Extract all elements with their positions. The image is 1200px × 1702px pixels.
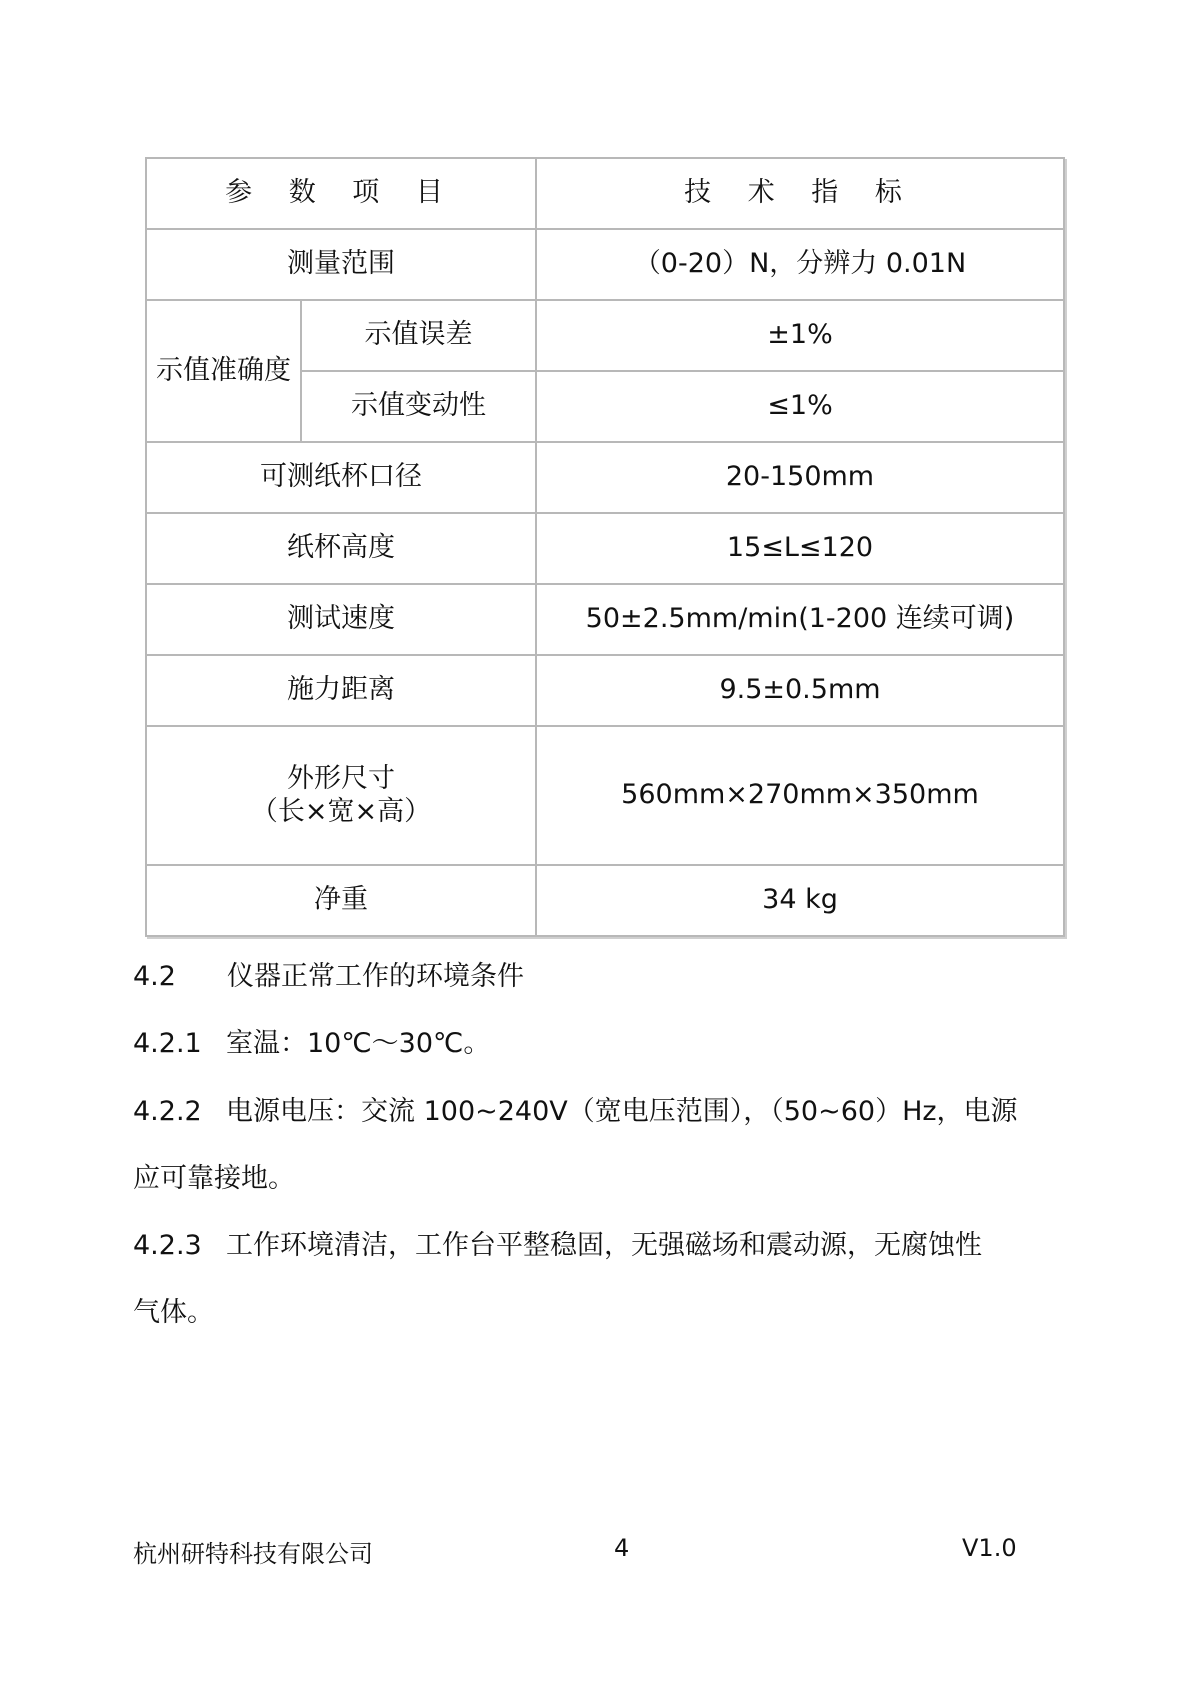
weight-value: 34 kg: [536, 865, 1064, 936]
section-heading: [133, 943, 1073, 1010]
diameter-value: 20-150mm: [536, 442, 1064, 513]
height-label: 纸杯高度: [146, 513, 536, 584]
item-text: 电源电压：交流 100~240V（宽电压范围），（50~60）Hz，电源: [226, 1096, 1018, 1127]
item-4-2-3: [133, 1212, 1073, 1346]
speed-label: 测试速度: [146, 584, 536, 655]
table-row: [146, 229, 1064, 300]
item-text-continued: 应可靠接地。: [133, 1163, 295, 1194]
item-number: 4.2.1: [133, 1028, 202, 1059]
table-header-row: [146, 158, 1064, 229]
table-row: [146, 300, 1064, 371]
item-number: 4.2.3: [133, 1230, 202, 1261]
dimensions-value: 560mm×270mm×350mm: [536, 726, 1064, 865]
header-param: 参 数 项 目: [146, 158, 536, 229]
range-label: 测量范围: [146, 229, 536, 300]
section-number: 4.2: [133, 961, 176, 992]
spec-table: [145, 157, 1065, 937]
diameter-label: 可测纸杯口径: [146, 442, 536, 513]
item-text-continued: 气体。: [133, 1297, 214, 1328]
accuracy-group-label: 示值准确度: [146, 300, 301, 442]
footer-version: V1.0: [962, 1534, 1017, 1562]
dimensions-label-line1: 外形尺寸: [287, 763, 395, 795]
table-row: [146, 442, 1064, 513]
dimensions-label-line2: （长×宽×高）: [250, 795, 432, 827]
table-row: [146, 726, 1064, 865]
item-4-2-2: [133, 1078, 1073, 1212]
dimensions-label: [146, 726, 536, 865]
variation-value: ≤1%: [536, 371, 1064, 442]
range-value: （0-20）N，分辨力 0.01N: [536, 229, 1064, 300]
distance-label: 施力距离: [146, 655, 536, 726]
weight-label: 净重: [146, 865, 536, 936]
item-text: 室温：10℃～30℃。: [226, 1028, 491, 1059]
error-label: 示值误差: [301, 300, 536, 371]
error-value: ±1%: [536, 300, 1064, 371]
distance-value: 9.5±0.5mm: [536, 655, 1064, 726]
footer-company: 杭州研特科技有限公司: [133, 1540, 373, 1568]
table-row: [146, 655, 1064, 726]
table-row: [146, 513, 1064, 584]
item-text: 工作环境清洁，工作台平整稳固，无强磁场和震动源，无腐蚀性: [226, 1230, 982, 1261]
table-row: [146, 584, 1064, 655]
item-4-2-1: [133, 1010, 1073, 1077]
table-row: [146, 865, 1064, 936]
variation-label: 示值变动性: [301, 371, 536, 442]
section-title: 仪器正常工作的环境条件: [227, 961, 524, 992]
item-number: 4.2.2: [133, 1096, 202, 1127]
footer-page-number: 4: [614, 1534, 630, 1562]
speed-value: 50±2.5mm/min(1-200 连续可调): [536, 584, 1064, 655]
header-spec: 技 术 指 标: [536, 158, 1064, 229]
height-value: 15≤L≤120: [536, 513, 1064, 584]
